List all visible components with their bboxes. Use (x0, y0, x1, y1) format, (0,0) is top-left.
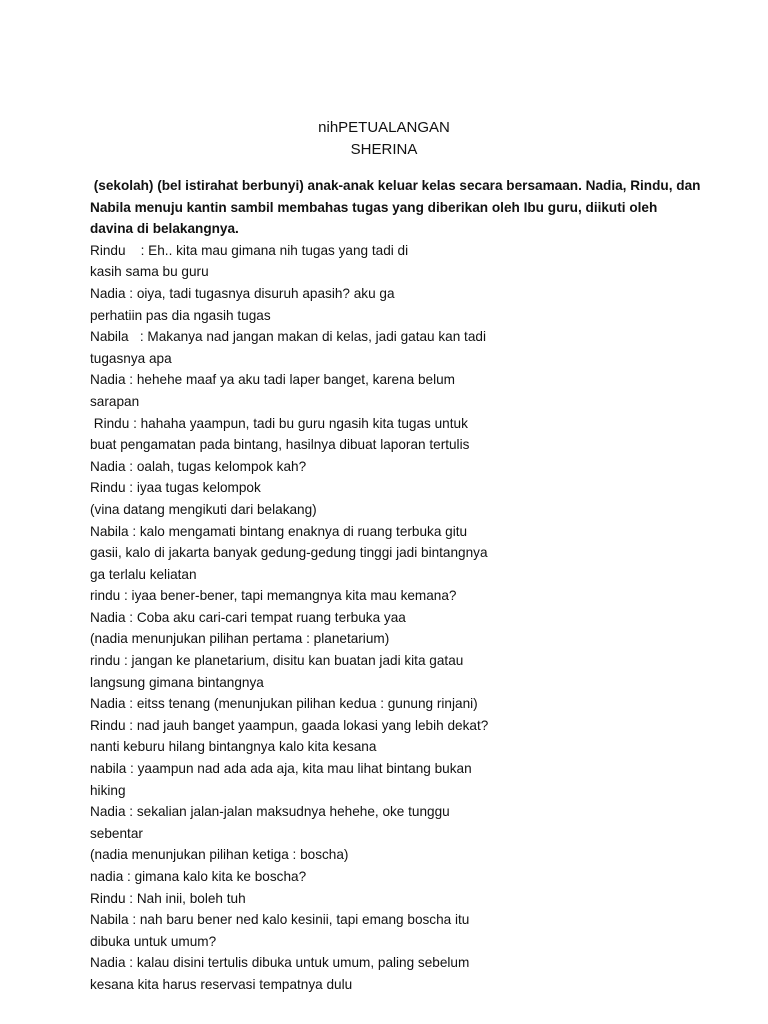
dialogue-line: rindu : jangan ke planetarium, disitu kan buatan jadi kita gatau (90, 653, 464, 669)
dialogue-line: Nadia : oiya, tadi tugasnya disuruh apasih? aku ga (90, 285, 395, 301)
dialogue-line: buat pengamatan pada bintang, hasilnya dibuat laporan tertulis (90, 437, 470, 453)
dialogue-line: tugasnya apa (90, 350, 172, 366)
dialogue-line: kasih sama bu guru (90, 264, 209, 280)
title-line-1: nihPETUALANGAN (318, 119, 450, 136)
dialogue-line: gasii, kalo di jakarta banyak gedung-gedung tinggi jadi bintangnya (90, 545, 488, 561)
dialogue-line: Rindu : Nah inii, boleh tuh (90, 890, 246, 906)
dialogue-line: (vina datang mengikuti dari belakang) (90, 501, 317, 517)
dialogue-line: dibuka untuk umum? (90, 933, 217, 949)
dialogue-line: kesana kita harus reservasi tempatnya dulu (90, 976, 353, 992)
dialogue-line: nabila : yaampun nad ada ada aja, kita mau lihat bintang bukan (90, 761, 472, 777)
dialogue-line: Nadia : oalah, tugas kelompok kah? (90, 458, 307, 474)
dialogue-line: Nadia : eitss tenang (menunjukan pilihan kedua : gunung rinjani) (90, 696, 478, 712)
stage-direction-line: (sekolah) (bel istirahat berbunyi) anak-anak keluar kelas secara bersamaan. Nadia, Rindu, dan (90, 178, 701, 193)
dialogue-line: Nadia : Coba aku cari-cari tempat ruang terbuka yaa (90, 609, 406, 625)
dialogue-line: perhatiin pas dia ngasih tugas (90, 307, 271, 323)
dialogue-line: (nadia menunjukan pilihan ketiga : boscha) (90, 847, 349, 863)
stage-direction-line: Nabila menuju kantin sambil membahas tugas yang diberikan oleh Ibu guru, diikuti oleh (90, 199, 658, 215)
dialogue-line: Nadia : sekalian jalan-jalan maksudnya hehehe, oke tunggu (90, 804, 450, 820)
dialogue-line: Nabila : kalo mengamati bintang enaknya di ruang terbuka gitu (90, 523, 468, 539)
dialogue-line: Nabila : Makanya nad jangan makan di kelas, jadi gatau kan tadi (90, 329, 486, 345)
dialogue-line: sarapan (90, 393, 140, 409)
dialogue-line: sebentar (90, 825, 143, 841)
dialogue-line: rindu : iyaa bener-bener, tapi memangnya kita mau kemana? (90, 588, 457, 604)
dialogue-line: (nadia menunjukan pilihan pertama : planetarium) (90, 631, 390, 647)
dialogue-line: Rindu : hahaha yaampun, tadi bu guru ngasih kita tugas untuk (90, 415, 468, 431)
title-line-2: SHERINA (350, 141, 418, 158)
script-body (90, 175, 730, 996)
dialogue-line: Nadia : kalau disini tertulis dibuka untuk umum, paling sebelum (90, 955, 470, 971)
dialogue-line: nanti keburu hilang bintangnya kalo kita kesana (90, 739, 377, 755)
dialogue-line: Nabila : nah baru bener ned kalo kesinii, tapi emang boscha itu (90, 912, 470, 928)
dialogue-line: Rindu : iyaa tugas kelompok (90, 480, 261, 496)
dialogue-line: nadia : gimana kalo kita ke boscha? (90, 869, 307, 884)
document-title (0, 117, 768, 161)
dialogue-line: langsung gimana bintangnya (90, 674, 264, 690)
dialogue-line: Rindu : nad jauh banget yaampun, gaada lokasi yang lebih dekat? (90, 717, 489, 733)
dialogue-line: Rindu : Eh.. kita mau gimana nih tugas yang tadi di (90, 242, 409, 258)
dialogue-line: ga terlalu keliatan (90, 566, 197, 582)
dialogue-line: Nadia : hehehe maaf ya aku tadi laper banget, karena belum (90, 372, 456, 388)
dialogue-line: hiking (90, 782, 126, 798)
stage-direction-line: davina di belakangnya. (90, 221, 239, 237)
